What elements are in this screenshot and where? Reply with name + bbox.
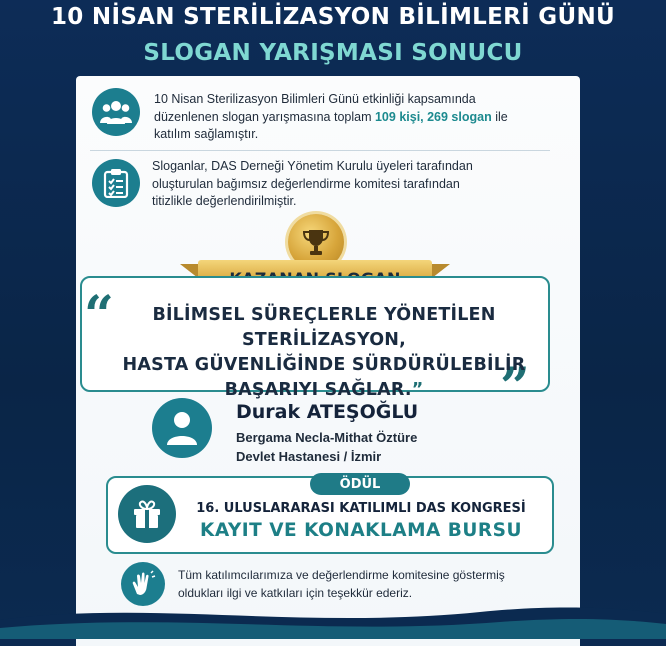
- winner-location: Devlet Hastanesi / İzmir: [236, 449, 382, 464]
- award-badge: ÖDÜL: [310, 473, 410, 495]
- people-group-icon: [92, 88, 140, 136]
- bottom-wave-decoration: [0, 600, 666, 639]
- user-avatar-icon: [152, 398, 212, 458]
- slogan-line: HASTA GÜVENLİĞİNDE SÜRDÜRÜLEBİLİR: [122, 355, 526, 375]
- thanks-message: Tüm katılımcılarımıza ve değerlendirme komitesine göstermiş oldukları ilgi ve katkıları için teşekkür ederiz.: [178, 568, 505, 600]
- close-quote-icon: ”: [500, 357, 530, 418]
- winner-name: Durak ATEŞOĞLU: [236, 401, 419, 423]
- section-divider: [90, 150, 550, 151]
- winning-slogan: [104, 303, 544, 403]
- slogan-line: BAŞARIYI SAĞLAR.”: [224, 380, 424, 400]
- open-quote-icon: “: [84, 285, 114, 346]
- winner-institution: Bergama Necla-Mithat Öztüre: [236, 430, 418, 445]
- award-prize: KAYIT VE KONAKLAMA BURSU: [200, 520, 522, 541]
- page-title: 10 NİSAN STERİLİZASYON BİLİMLERİ GÜNÜ: [51, 4, 615, 30]
- clipboard-checklist-icon: [92, 159, 140, 207]
- intro-text: 10 Nisan Sterilizasyon Bilimleri Günü etkinliği kapsamında düzenlenen slogan yarışmasına toplam: [154, 92, 476, 124]
- intro-text-end: ile katılım sağlamıştır.: [154, 109, 508, 141]
- page-subtitle: SLOGAN YARIŞMASI SONUCU: [143, 40, 523, 66]
- intro-paragraph: [154, 91, 534, 144]
- evaluation-paragraph: Sloganlar, DAS Derneği Yönetim Kurulu üyeleri tarafından oluşturulan bağımsız değerlendirme komitesi tarafından titizlikle değerlendirilmiştir.: [152, 159, 473, 208]
- participation-count: 109 kişi, 269 slogan: [374, 109, 492, 124]
- slogan-line: BİLİMSEL SÜREÇLERLE YÖNETİLEN STERİLİZASYON,: [152, 305, 496, 350]
- award-event: 16. ULUSLARARASI KATILIMLI DAS KONGRESİ: [196, 501, 526, 516]
- gift-icon: [118, 485, 176, 543]
